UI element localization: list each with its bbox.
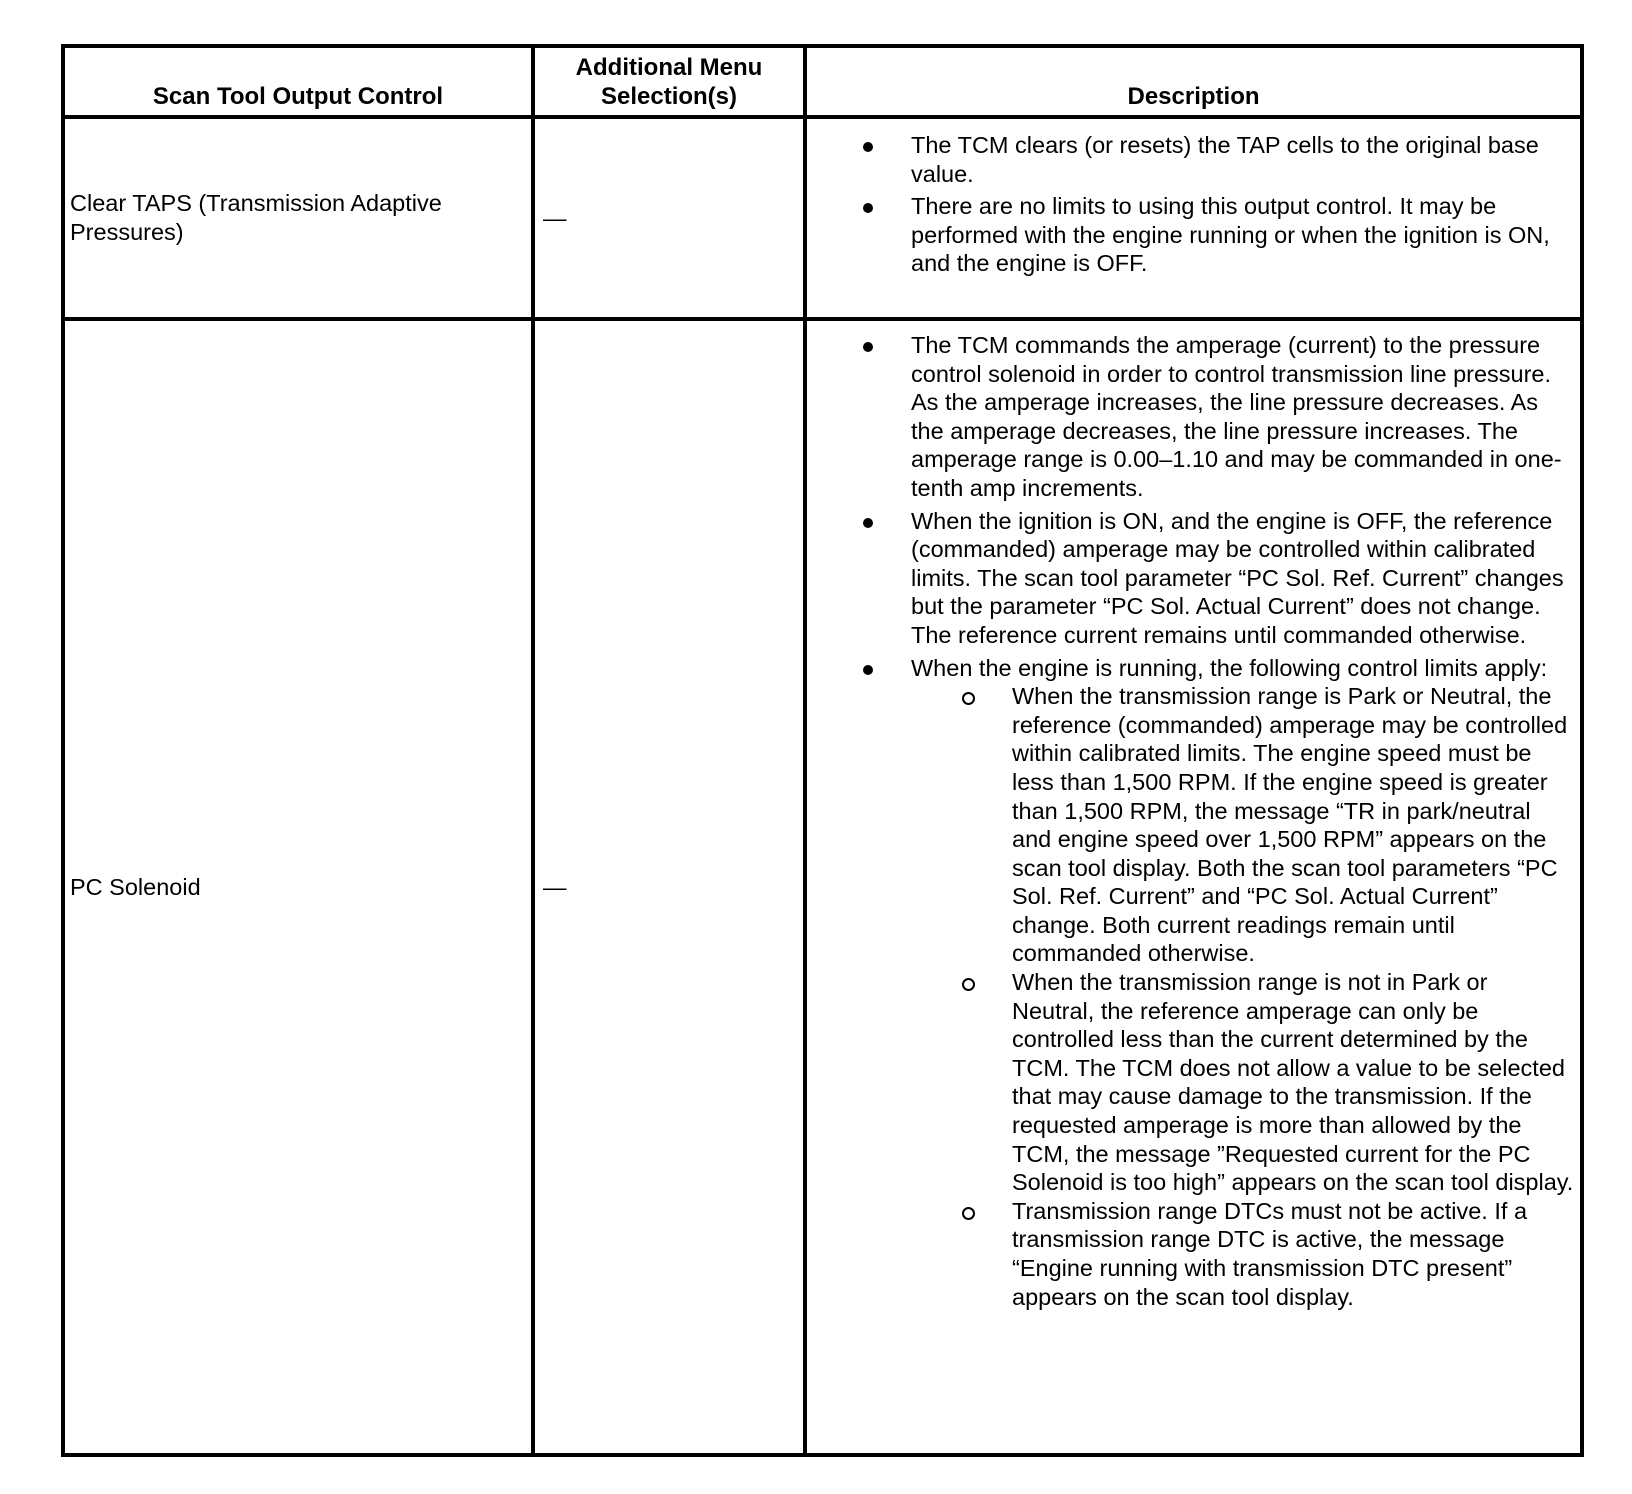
sub-bullet-list xyxy=(911,682,1576,1311)
bullet-text: There are no limits to using this output control. It may be performed with the engine running or when the ignition is ON, and the engine is OFF. xyxy=(911,193,1550,277)
bullet-icon xyxy=(863,342,873,352)
table-row xyxy=(63,319,1582,1455)
bullet-icon xyxy=(863,142,873,152)
bullet-text: The TCM clears (or resets) the TAP cells to the original base value. xyxy=(911,132,1539,187)
header-menu-line1: Additional Menu xyxy=(575,54,763,81)
row-description-cell xyxy=(805,319,1582,1455)
header-description: Description xyxy=(805,46,1582,117)
bullet-icon xyxy=(863,665,873,675)
circle-bullet-icon xyxy=(962,1207,975,1220)
table-header-row xyxy=(63,46,1582,117)
sub-bullet-text: When the transmission range is not in Park or Neutral, the reference amperage can only be controlled less than the current determined by the TCM. The TCM does not allow a value to be selected that may cause damage to the transmission. If the requested amperage is more than allowed by the TCM, the message ”Requested current for the PC Solenoid is too high” appears on the scan tool display. xyxy=(1012,969,1574,1196)
bullet-text: When the ignition is ON, and the engine is OFF, the reference (commanded) amperage may be controlled within calibrated limits. The scan tool parameter “PC Sol. Ref. Current” changes but the parameter “PC Sol. Actual Current” does not change. The reference current remains until commanded otherwise. xyxy=(911,507,1564,648)
sub-list-item xyxy=(911,1197,1576,1311)
row-description-cell xyxy=(805,117,1582,319)
sub-bullet-text: Transmission range DTCs must not be active. If a transmission range DTC is active, the message “Engine running with transmission DTC present” appears on the scan tool display. xyxy=(1012,1197,1528,1310)
list-item xyxy=(807,331,1576,503)
list-item xyxy=(807,654,1576,1312)
description-bullet-list xyxy=(807,119,1576,278)
bullet-text: The TCM commands the amperage (current) to the pressure control solenoid in order to control transmission line pressure. As the amperage increases, the line pressure decreases. As the amperage decreases, the line pressure increases. The amperage range is 0.00–1.10 and may be commanded in one-tenth amp increments. xyxy=(911,332,1562,501)
list-item xyxy=(807,507,1576,650)
list-item xyxy=(807,192,1576,278)
bullet-icon xyxy=(863,203,873,213)
sub-list-item xyxy=(911,968,1576,1197)
table-row xyxy=(63,117,1582,319)
list-item xyxy=(807,131,1576,188)
row-control-cell: PC Solenoid xyxy=(63,319,533,1455)
row-control-cell: Clear TAPS (Transmission Adaptive Pressures) xyxy=(63,117,533,319)
header-menu-line2: Selection(s) xyxy=(600,83,738,110)
row-menu-cell: — xyxy=(533,117,805,319)
header-scan-tool-output-control: Scan Tool Output Control xyxy=(63,46,533,117)
bullet-text: When the engine is running, the following control limits apply: xyxy=(911,654,1548,681)
header-additional-menu-selections xyxy=(533,46,805,117)
sub-list-item xyxy=(911,682,1576,968)
description-bullet-list xyxy=(807,321,1576,1311)
circle-bullet-icon xyxy=(962,978,975,991)
row-menu-cell: — xyxy=(533,319,805,1455)
sub-bullet-text: When the transmission range is Park or Neutral, the reference (commanded) amperage may be controlled within calibrated limits. The engine speed must be less than 1,500 RPM. If the engine speed is greater than 1,500 RPM, the message “TR in park/neutral and engine speed over 1,500 RPM” appears on the scan tool display. Both the scan tool parameters “PC Sol. Ref. Current” and “PC Sol. Actual Current” change. Both current readings remain until commanded otherwise. xyxy=(1012,683,1568,967)
bullet-icon xyxy=(863,518,873,528)
circle-bullet-icon xyxy=(962,692,975,705)
output-control-table xyxy=(61,44,1584,1457)
